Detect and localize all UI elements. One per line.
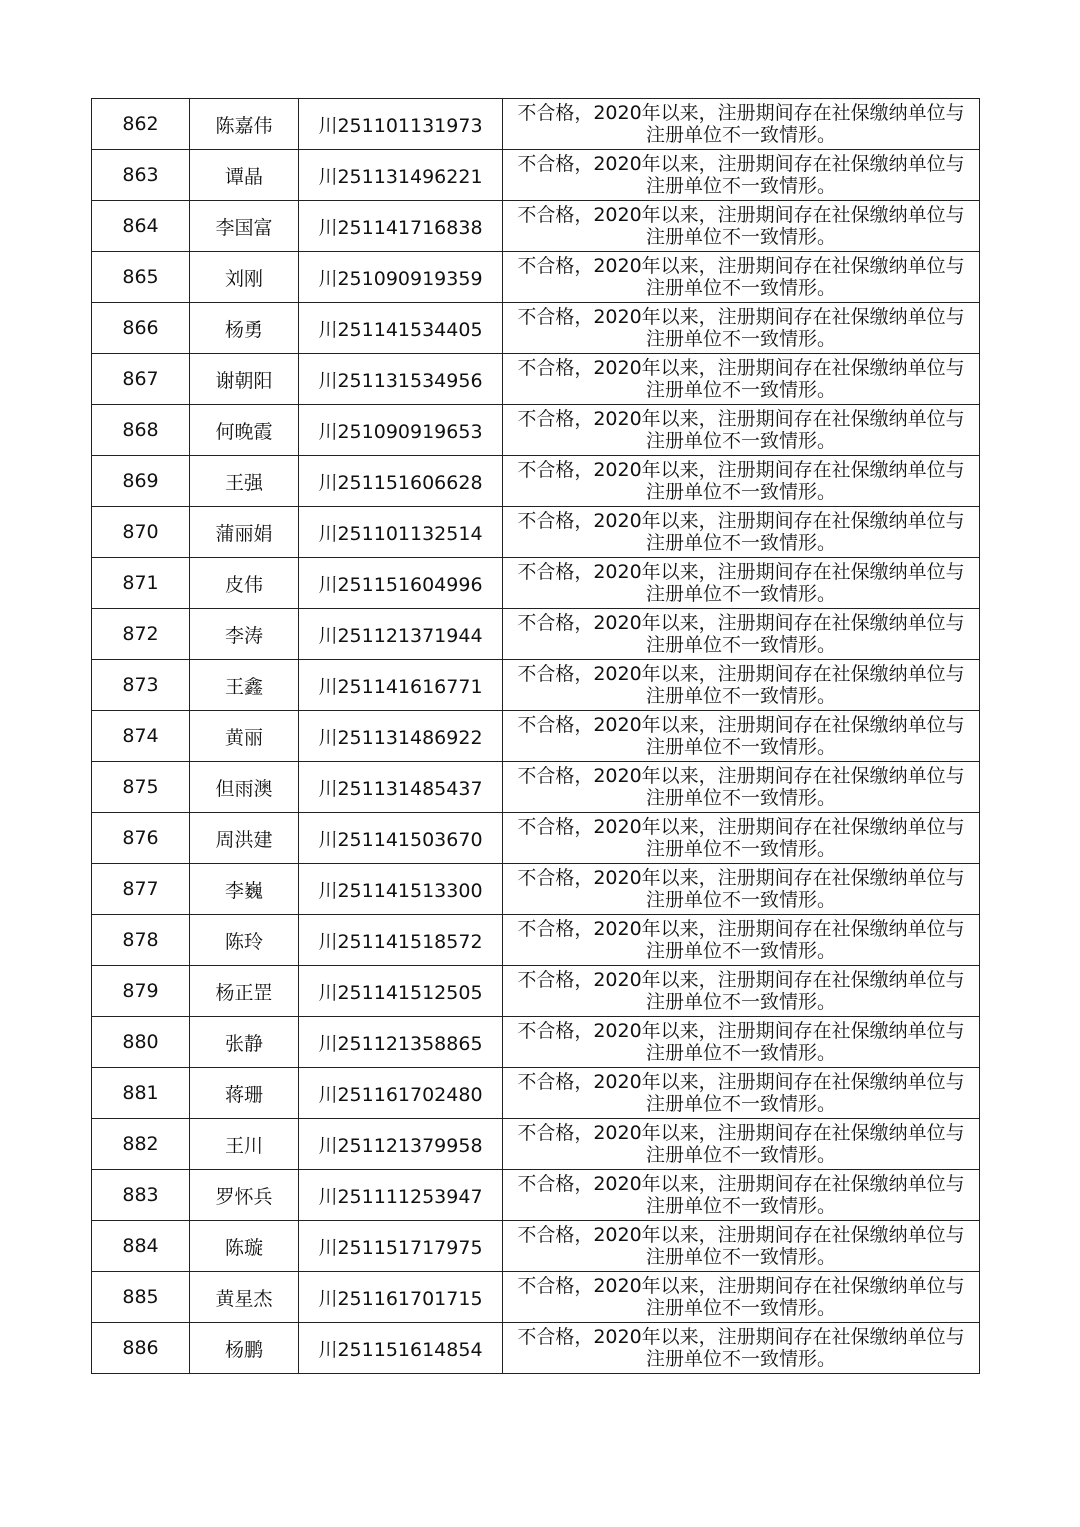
table-row [92, 507, 980, 558]
table-row [92, 558, 980, 609]
certificate-number: 川251121358865 [299, 1017, 503, 1068]
row-number: 880 [92, 1017, 190, 1068]
person-name: 杨鹏 [190, 1323, 299, 1374]
table-row [92, 354, 980, 405]
inspection-result-line-1: 不合格，2020年以来，注册期间存在社保缴纳单位与 [517, 1122, 965, 1144]
table-row [92, 1272, 980, 1323]
inspection-result-line-2: 注册单位不一致情形。 [645, 1093, 836, 1115]
row-number: 863 [92, 150, 190, 201]
person-name: 张静 [190, 1017, 299, 1068]
certificate-number: 川251161702480 [299, 1068, 503, 1119]
certificate-number: 川251141716838 [299, 201, 503, 252]
table-row [92, 660, 980, 711]
certificate-number: 川251141534405 [299, 303, 503, 354]
inspection-result-line-2: 注册单位不一致情形。 [645, 940, 836, 962]
inspection-result [503, 1221, 980, 1272]
inspection-result-line-2: 注册单位不一致情形。 [645, 532, 836, 554]
person-name: 蒲丽娟 [190, 507, 299, 558]
table-row [92, 762, 980, 813]
inspection-result-line-2: 注册单位不一致情形。 [645, 481, 836, 503]
table-row [92, 966, 980, 1017]
person-name: 李国富 [190, 201, 299, 252]
person-name: 皮伟 [190, 558, 299, 609]
row-number: 870 [92, 507, 190, 558]
row-number: 881 [92, 1068, 190, 1119]
inspection-result [503, 354, 980, 405]
inspection-result [503, 609, 980, 660]
person-name: 蒋珊 [190, 1068, 299, 1119]
certificate-number: 川251141616771 [299, 660, 503, 711]
inspection-result-line-1: 不合格，2020年以来，注册期间存在社保缴纳单位与 [517, 1071, 965, 1093]
person-name: 陈璇 [190, 1221, 299, 1272]
table-row [92, 1221, 980, 1272]
table-row [92, 1119, 980, 1170]
inspection-result-line-2: 注册单位不一致情形。 [645, 1195, 836, 1217]
table-row [92, 252, 980, 303]
inspection-result-line-2: 注册单位不一致情形。 [645, 226, 836, 248]
inspection-result [503, 966, 980, 1017]
row-number: 871 [92, 558, 190, 609]
row-number: 866 [92, 303, 190, 354]
certificate-number: 川251090919359 [299, 252, 503, 303]
certificate-number: 川251131485437 [299, 762, 503, 813]
inspection-result-line-1: 不合格，2020年以来，注册期间存在社保缴纳单位与 [517, 1020, 965, 1042]
inspection-result [503, 660, 980, 711]
row-number: 864 [92, 201, 190, 252]
inspection-result [503, 711, 980, 762]
inspection-result-line-2: 注册单位不一致情形。 [645, 124, 836, 146]
person-name: 陈嘉伟 [190, 99, 299, 150]
person-name: 黄丽 [190, 711, 299, 762]
table-body [92, 99, 980, 1374]
row-number: 883 [92, 1170, 190, 1221]
inspection-result [503, 813, 980, 864]
inspection-result-line-1: 不合格，2020年以来，注册期间存在社保缴纳单位与 [517, 1275, 965, 1297]
person-name: 杨勇 [190, 303, 299, 354]
inspection-result-line-1: 不合格，2020年以来，注册期间存在社保缴纳单位与 [517, 969, 965, 991]
inspection-result-line-2: 注册单位不一致情形。 [645, 175, 836, 197]
row-number: 876 [92, 813, 190, 864]
table-row [92, 864, 980, 915]
inspection-result-line-1: 不合格，2020年以来，注册期间存在社保缴纳单位与 [517, 204, 965, 226]
inspection-result-line-1: 不合格，2020年以来，注册期间存在社保缴纳单位与 [517, 867, 965, 889]
person-name: 王鑫 [190, 660, 299, 711]
inspection-result-line-1: 不合格，2020年以来，注册期间存在社保缴纳单位与 [517, 153, 965, 175]
certificate-number: 川251121379958 [299, 1119, 503, 1170]
inspection-result [503, 252, 980, 303]
row-number: 872 [92, 609, 190, 660]
certificate-number: 川251131534956 [299, 354, 503, 405]
inspection-results-table [91, 98, 980, 1374]
row-number: 869 [92, 456, 190, 507]
row-number: 877 [92, 864, 190, 915]
inspection-result-line-2: 注册单位不一致情形。 [645, 787, 836, 809]
person-name: 刘刚 [190, 252, 299, 303]
inspection-result [503, 1017, 980, 1068]
certificate-number: 川251151614854 [299, 1323, 503, 1374]
inspection-result [503, 99, 980, 150]
inspection-result [503, 762, 980, 813]
inspection-result-line-2: 注册单位不一致情形。 [645, 889, 836, 911]
inspection-result-line-2: 注册单位不一致情形。 [645, 1144, 836, 1166]
table-row [92, 609, 980, 660]
certificate-number: 川251090919653 [299, 405, 503, 456]
inspection-result [503, 201, 980, 252]
inspection-result-line-1: 不合格，2020年以来，注册期间存在社保缴纳单位与 [517, 1326, 965, 1348]
person-name: 王强 [190, 456, 299, 507]
inspection-result-line-2: 注册单位不一致情形。 [645, 328, 836, 350]
person-name: 谭晶 [190, 150, 299, 201]
table-row [92, 1017, 980, 1068]
table-row [92, 1068, 980, 1119]
row-number: 878 [92, 915, 190, 966]
inspection-result [503, 507, 980, 558]
person-name: 陈玲 [190, 915, 299, 966]
row-number: 873 [92, 660, 190, 711]
table-row [92, 303, 980, 354]
person-name: 王川 [190, 1119, 299, 1170]
certificate-number: 川251131496221 [299, 150, 503, 201]
table-row [92, 201, 980, 252]
inspection-result-line-1: 不合格，2020年以来，注册期间存在社保缴纳单位与 [517, 510, 965, 532]
inspection-result [503, 1170, 980, 1221]
inspection-result-line-1: 不合格，2020年以来，注册期间存在社保缴纳单位与 [517, 102, 965, 124]
certificate-number: 川251141518572 [299, 915, 503, 966]
inspection-result [503, 864, 980, 915]
inspection-result [503, 915, 980, 966]
inspection-result [503, 1272, 980, 1323]
inspection-result-line-1: 不合格，2020年以来，注册期间存在社保缴纳单位与 [517, 612, 965, 634]
table-row [92, 405, 980, 456]
certificate-number: 川251151606628 [299, 456, 503, 507]
row-number: 865 [92, 252, 190, 303]
certificate-number: 川251111253947 [299, 1170, 503, 1221]
table-row [92, 915, 980, 966]
certificate-number: 川251141503670 [299, 813, 503, 864]
inspection-result-line-2: 注册单位不一致情形。 [645, 430, 836, 452]
certificate-number: 川251141513300 [299, 864, 503, 915]
person-name: 李巍 [190, 864, 299, 915]
inspection-result-line-2: 注册单位不一致情形。 [645, 685, 836, 707]
person-name: 何晚霞 [190, 405, 299, 456]
person-name: 周洪建 [190, 813, 299, 864]
table-row [92, 99, 980, 150]
inspection-result-line-1: 不合格，2020年以来，注册期间存在社保缴纳单位与 [517, 765, 965, 787]
inspection-result-line-1: 不合格，2020年以来，注册期间存在社保缴纳单位与 [517, 357, 965, 379]
inspection-result-line-1: 不合格，2020年以来，注册期间存在社保缴纳单位与 [517, 663, 965, 685]
certificate-number: 川251151604996 [299, 558, 503, 609]
inspection-result-line-2: 注册单位不一致情形。 [645, 1297, 836, 1319]
inspection-result-line-2: 注册单位不一致情形。 [645, 838, 836, 860]
inspection-result [503, 1323, 980, 1374]
inspection-result-line-2: 注册单位不一致情形。 [645, 277, 836, 299]
inspection-result [503, 558, 980, 609]
person-name: 李涛 [190, 609, 299, 660]
inspection-result-line-1: 不合格，2020年以来，注册期间存在社保缴纳单位与 [517, 918, 965, 940]
person-name: 但雨澳 [190, 762, 299, 813]
certificate-number: 川251141512505 [299, 966, 503, 1017]
certificate-number: 川251101131973 [299, 99, 503, 150]
inspection-result-line-2: 注册单位不一致情形。 [645, 634, 836, 656]
inspection-result-line-1: 不合格，2020年以来，注册期间存在社保缴纳单位与 [517, 459, 965, 481]
inspection-result-line-2: 注册单位不一致情形。 [645, 379, 836, 401]
inspection-result-line-1: 不合格，2020年以来，注册期间存在社保缴纳单位与 [517, 561, 965, 583]
inspection-result-line-1: 不合格，2020年以来，注册期间存在社保缴纳单位与 [517, 255, 965, 277]
inspection-result-line-2: 注册单位不一致情形。 [645, 991, 836, 1013]
person-name: 罗怀兵 [190, 1170, 299, 1221]
row-number: 885 [92, 1272, 190, 1323]
row-number: 884 [92, 1221, 190, 1272]
certificate-number: 川251101132514 [299, 507, 503, 558]
inspection-result-line-2: 注册单位不一致情形。 [645, 1348, 836, 1370]
row-number: 886 [92, 1323, 190, 1374]
row-number: 882 [92, 1119, 190, 1170]
row-number: 874 [92, 711, 190, 762]
inspection-result [503, 1068, 980, 1119]
table-row [92, 711, 980, 762]
person-name: 黄星杰 [190, 1272, 299, 1323]
certificate-number: 川251161701715 [299, 1272, 503, 1323]
inspection-result-line-1: 不合格，2020年以来，注册期间存在社保缴纳单位与 [517, 816, 965, 838]
inspection-result-line-1: 不合格，2020年以来，注册期间存在社保缴纳单位与 [517, 714, 965, 736]
table-row [92, 456, 980, 507]
row-number: 867 [92, 354, 190, 405]
inspection-result [503, 405, 980, 456]
inspection-result-line-2: 注册单位不一致情形。 [645, 736, 836, 758]
inspection-result-line-2: 注册单位不一致情形。 [645, 583, 836, 605]
inspection-result [503, 150, 980, 201]
table-row [92, 1170, 980, 1221]
table-row [92, 813, 980, 864]
certificate-number: 川251151717975 [299, 1221, 503, 1272]
table-row [92, 1323, 980, 1374]
person-name: 谢朝阳 [190, 354, 299, 405]
inspection-result [503, 1119, 980, 1170]
inspection-result-line-1: 不合格，2020年以来，注册期间存在社保缴纳单位与 [517, 1224, 965, 1246]
inspection-result-line-2: 注册单位不一致情形。 [645, 1042, 836, 1064]
person-name: 杨正罡 [190, 966, 299, 1017]
row-number: 868 [92, 405, 190, 456]
table-row [92, 150, 980, 201]
row-number: 879 [92, 966, 190, 1017]
row-number: 875 [92, 762, 190, 813]
row-number: 862 [92, 99, 190, 150]
inspection-result-line-1: 不合格，2020年以来，注册期间存在社保缴纳单位与 [517, 1173, 965, 1195]
certificate-number: 川251131486922 [299, 711, 503, 762]
inspection-result-line-1: 不合格，2020年以来，注册期间存在社保缴纳单位与 [517, 408, 965, 430]
inspection-result-line-2: 注册单位不一致情形。 [645, 1246, 836, 1268]
certificate-number: 川251121371944 [299, 609, 503, 660]
inspection-result [503, 456, 980, 507]
inspection-result-line-1: 不合格，2020年以来，注册期间存在社保缴纳单位与 [517, 306, 965, 328]
inspection-result [503, 303, 980, 354]
